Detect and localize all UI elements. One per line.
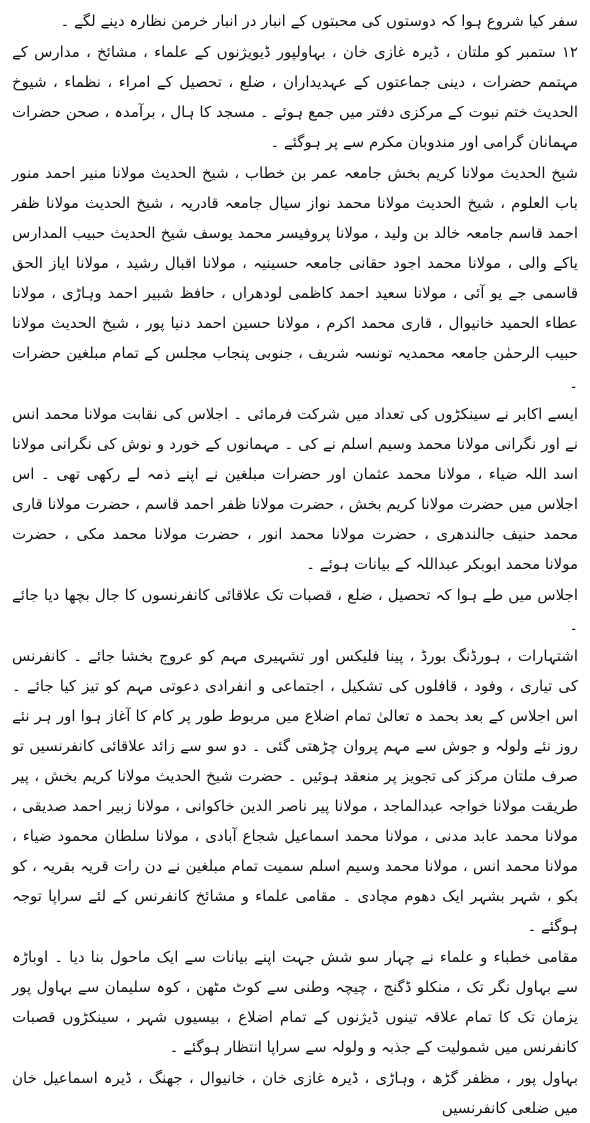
district-paragraph: بہاول پور ، مظفر گڑھ ، وہاڑی ، ڈیرہ غازی خان ، خانیوال ، جھنگ ، ڈیرہ اسماعیل خان میں ضلعی کانفرنسیں bbox=[12, 1069, 578, 1117]
attendees-paragraph: شیخ الحدیث مولانا کریم بخش جامعہ عمر بن خطاب ، شیخ الحدیث مولانا منیر احمد منور باب العلوم ، شیخ الحدیث مولانا محمد نواز سیال جامعہ قادریہ ، شیخ الحدیث مولانا ظفر احمد قاسم جامعہ خالد بن ولید ، مولانا پروفیسر محمد یوسف شیخ الحدیث حبیب المدارس یاکے والی ، مولانا محمد اجود حقانی جامعہ حسینیہ ، مولانا اقبال رشید ، مولانا ایاز الحق قاسمی جے یو آئی ، مولانا سعید احمد کاظمی لودھراں ، حافظ شبیر احمد وہاڑی ، مولانا عطاء الحمید خانیوال ، قاری محمد اکرم ، مولانا حسین احمد دنیا پور ، شیخ الحدیث مولانا حبیب الرحمٰن جامعہ محمدیہ تونسہ شریف ، جنوبی پنجاب مجلس کے تمام مبلغین حضرات ۔ bbox=[12, 164, 578, 392]
session-paragraph: ایسے اکابر نے سینکڑوں کی تعداد میں شرکت فرمائی ۔ اجلاس کی نقابت مولانا محمد انس نے اور نگرانی مولانا محمد وسیم اسلم نے کی ۔ مہمانوں کے خورد و نوش کی نگرانی مولانا اسد اللہ ضیاء ، مولانا محمد عثمان اور حضرات مبلغین نے اپنے ذمہ لے رکھی تھی ۔ اس اجلاس میں حضرت مولانا کریم بخش ، حضرت مولانا ظفر احمد قاسم ، حضرت مولانا قاری محمد حنیف جالندھری ، حضرت مولانا محمد انور ، حضرت مولانا محمد مکی ، حضرت مولانا محمد ابوبکر عبداللہ کے بیانات ہوئے ۔ bbox=[12, 405, 578, 573]
campaign-paragraph: اشتہارات ، ہورڈنگ بورڈ ، پینا فلیکس اور تشہیری مہم کو عروج بخشا جائے ۔ کانفرنس کی تیاری ، وفود ، قافلوں کی تشکیل ، اجتماعی و انفرادی دعوتی مہم کو تیز کیا جائے ۔ اس اجلاس کے بعد بحمد ہ تعالیٰ تمام اضلاع میں مربوط طور پر کام کا آغاز ہوا اور ہر نئے روز نئے ولولہ و جوش سے مہم پروان چڑھتی گئی ۔ دو سو سے زائد علاقائی کانفرنسیں تو صرف ملتان مرکز کی تجویز پر منعقد ہوئیں ۔ حضرت شیخ الحدیث مولانا کریم بخش ، پیر طریقت مولانا خواجہ عبدالماجد ، مولانا پیر ناصر الدین خاکوانی ، مولانا زبیر احمد صدیقی ، مولانا محمد عابد مدنی ، مولانا محمد اسماعیل شجاع آبادی ، مولانا سلطان محمود ضیاء ، مولانا محمد انس ، مولانا محمد وسیم اسلم سمیت تمام مبلغین نے دن رات قریہ بقریہ ، کو بکو ، شہر بشہر ایک دھوم مچادی ۔ مقامی علماء و مشائخ کانفرنس کے لئے سراپا توجہ ہوگئے ۔ bbox=[12, 647, 578, 935]
intro-paragraph: سفر کیا شروع ہوا کہ دوستوں کی محبتوں کے انبار در انبار خرمن نظارہ دینے لگے ۔ bbox=[60, 12, 578, 30]
meeting-paragraph: ۱۲ ستمبر کو ملتان ، ڈیرہ غازی خان ، بہاولپور ڈیویژنوں کے علماء ، مشائخ ، مدارس کے مہتمم حضرات ، دینی جماعتوں کے عہدیداران ، ضلع ، تحصیل کے امراء ، نظماء ، شیوخ الحدیث ختم نبوت کے مرکزی دفتر میں جمع ہوئے ۔ مسجد کا ہال ، برآمدہ ، صحن حضرات مہمانان گرامی اور مندوبان مکرم سے پر ہوگئے ۔ bbox=[12, 43, 578, 151]
regional-paragraph: مقامی خطباء و علماء نے چہار سو شش جہت اپنے بیانات سے ایک ماحول بنا دیا ۔ اوباڑہ سے بہاول نگر تک ، منکلو ڈگنج ، چیچہ وطنی سے کوٹ مٹھن ، کوہ سلیمان سے بہاول پور یزمان تک کا تمام علاقہ تینوں ڈیژنوں کے تمام اضلاع ، بیسیوں شہر ، سینکڑوں قصبات کانفرنس میں شمولیت کے جذبہ و ولولہ سے سراپا انتظار ہوگئے ۔ bbox=[12, 948, 578, 1056]
decision-paragraph: اجلاس میں طے ہوا کہ تحصیل ، ضلع ، قصبات تک علاقائی کانفرنسوں کا جال بچھا دیا جائے ۔ bbox=[12, 586, 578, 634]
